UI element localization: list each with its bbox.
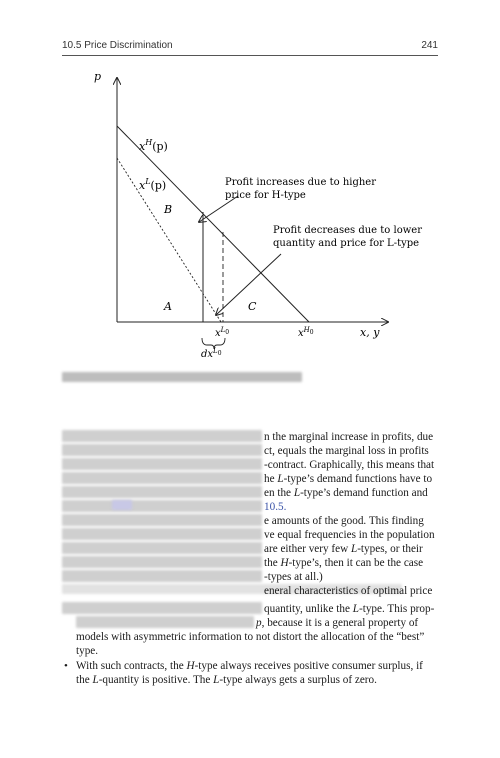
region-c: C [248,300,257,313]
obscured-text [62,472,262,484]
obscured-text [62,556,262,568]
annotation-profit-down-1: Profit decreases due to lower [273,225,422,236]
obscured-text [62,486,262,498]
tick-label-xl0: $x^L_0$ [215,326,230,339]
annotation-profit-up-2: price for H-type [225,190,306,201]
figure-reference-link[interactable]: 10.5. [264,501,287,513]
obscured-text [76,616,254,628]
brace-label-dx: $dx^L_0$ [201,347,222,360]
annotation-profit-down-2: quantity and price for L-type [273,238,420,249]
paragraph-line: e amounts of the good. This finding [264,515,424,527]
paragraph-line: -types at all.) [264,571,323,583]
demand-curve-h [117,126,309,322]
bullet-line: the L-quantity is positive. The L-type always gets a surplus of zero. [76,674,377,686]
axis-label-p: p [94,70,102,83]
section-title: 10.5 Price Discrimination [62,40,173,51]
label-xl-p: $x^L(p)$ [139,177,167,192]
obscured-text [62,458,262,470]
paragraph-line: eneral characteristics of optimal price [264,585,433,597]
obscured-text [62,570,262,582]
obscured-text [62,528,262,540]
obscured-text [62,500,262,512]
paragraph-line: -contract. Graphically, this means that [264,459,435,471]
paragraph-line: models with asymmetric information to not distort the allocation of the “best” [76,631,425,643]
region-a: A [164,300,172,313]
obscured-link [112,500,132,510]
paragraph-line: p, because it is a general property of [256,617,419,629]
obscured-text [62,514,262,526]
obscured-text [62,602,262,614]
label-xh-p: $x^H(p)$ [139,138,168,153]
obscured-text [62,444,262,456]
paragraph-line: n the marginal increase in profits, due [264,431,434,443]
paragraph-line: he L-type’s demand functions have to [264,473,433,485]
paragraph-line: type. [76,645,99,657]
axis-label-xy: x, y [360,326,380,339]
paragraph-line: ct, equals the marginal loss in profits [264,445,429,457]
bullet-line: With such contracts, the H-type always receives positive consumer surplus, if [76,660,423,672]
paragraph-line: en the L-type’s demand function and [264,487,428,499]
paragraph-line: ve equal frequencies in the population [264,529,435,541]
caption-obscured [62,372,302,382]
demand-curve-l [117,158,221,322]
tick-label-xh0: $x^H_0$ [298,326,314,339]
paragraph-line: the H-type’s, then it can be the case [264,557,424,569]
page-number: 241 [421,40,438,51]
paragraph-line: are either very few L-types, or their [264,543,423,555]
paragraph-line: quantity, unlike the L-type. This prop- [264,603,435,615]
bullet-dot: • [64,660,68,672]
obscured-text [62,430,262,442]
annotation-profit-up-1: Profit increases due to higher [225,177,376,188]
region-b: B [164,203,173,216]
obscured-text [62,542,262,554]
